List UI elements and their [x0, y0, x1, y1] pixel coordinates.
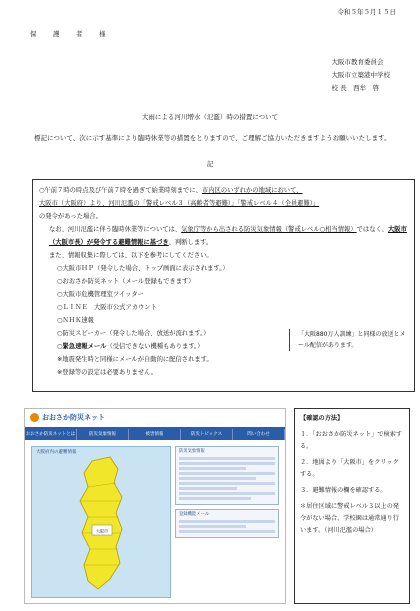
notice-underline: 大阪市（大阪府）より、河川氾濫の「警戒レベル３（高齢者等避難）」「警戒レベル４（全員避難）」	[39, 200, 320, 207]
portal-body	[25, 440, 285, 604]
notice-text: の発令があった場合。	[39, 213, 102, 220]
ki-heading: 記	[206, 160, 214, 168]
notice-emphasis: 大阪市（大阪市長）が発令する避難情報に基づき	[49, 226, 407, 246]
portal-nav-item[interactable]: おおさか防災ネットとは	[25, 429, 77, 440]
portal-nav-item[interactable]: 防災気象情報	[77, 429, 129, 440]
notice-text: ではなく、	[356, 226, 388, 233]
info-source-list	[39, 262, 408, 379]
list-item	[57, 340, 210, 353]
recipient: 保 護 者 様	[30, 30, 111, 38]
list-item: ○防災スピーカー（発令した場合、放送が流れます。）	[57, 330, 210, 337]
method-step: ２．地図より「大阪市」をクリックする。	[300, 459, 399, 478]
list-item: ○ＬＩＮＥ 大阪市公式アカウント	[57, 304, 157, 311]
panel-title: 防災気象情報	[179, 449, 205, 454]
notice-paragraph-1	[39, 184, 408, 223]
portal-nav	[25, 429, 285, 440]
sender-line: 校 長 西牟 啓	[331, 84, 380, 92]
intro-paragraph: 標記について、次に示す基準により臨時休業等の措置をとりますので、ご理解ご協力いただきますようお願いいたします。	[34, 134, 391, 142]
logo-mark-icon	[30, 413, 39, 422]
brace-note: 「大阪880万人訓練」と同様の放送とメール配信があります。	[289, 329, 408, 351]
list-item: ○おおさか防災ネット（メール登録もできます）	[57, 278, 195, 285]
portal-nav-item[interactable]: 被害情報	[129, 429, 181, 440]
svg-text:大阪市: 大阪市	[96, 528, 108, 534]
method-box	[294, 408, 410, 604]
notice-text: 、判断します。	[168, 239, 213, 246]
method-title: 【確認の方法】	[300, 415, 344, 422]
notice-underline: 市内区のいずれかの地域において、	[201, 187, 303, 194]
list-item: ○大阪市危機管理室ツイッター	[57, 291, 144, 298]
list-note: ※登録等の設定は必要ありません。	[57, 369, 158, 376]
speaker-email-row	[57, 327, 408, 353]
list-note: ※地震発生時と同様にメールが自動的に配信されます。	[57, 356, 213, 363]
method-note: ＊居住区域に警戒レベル３以上の発令がない場合、学校園は通常通り行います。（河川氾濫の場合）	[300, 503, 399, 534]
email-note: （受信できない機種もあります。）	[106, 343, 204, 350]
osaka-prefecture-map	[32, 447, 170, 597]
map-caption: 大阪府内の避難情報	[36, 450, 77, 455]
notice-paragraph-2	[39, 223, 408, 249]
portal-nav-item[interactable]: 防災トピックス	[181, 429, 233, 440]
portal-right-panel	[175, 446, 279, 596]
sender-block	[332, 56, 391, 95]
list-item: ○ＮＨＫ速報	[57, 317, 94, 324]
document-title: 大雨による河川増水（氾濫）時の措置について	[141, 113, 279, 121]
portal-logo-text: おおさか防災ネット	[42, 413, 105, 422]
notice-text: ○午前７時の時点及び午前７時を過ぎて始業時刻までに、	[39, 187, 202, 194]
mail-registration-panel[interactable]	[175, 509, 279, 538]
weather-info-panel	[175, 446, 279, 505]
portal-header	[25, 409, 285, 429]
notice-box	[32, 179, 415, 392]
email-label: ○緊急速報メール	[57, 343, 107, 350]
method-step: ３．避難情報の欄を確認する。	[300, 487, 387, 494]
notice-paragraph-3: また、情報収集に際しては、以下を参考にしてください。	[49, 252, 213, 259]
sender-line: 大阪市立築港中学校	[331, 71, 390, 79]
notice-underline: 気象庁等から出される防災気象情報（警戒レベル○相当情報）	[181, 226, 357, 233]
method-step: １．「おおさか防災ネット」で検索する。	[300, 431, 403, 450]
portal-nav-item[interactable]: 問い合わせ	[233, 429, 285, 440]
portal-screenshot	[24, 408, 286, 604]
osaka-map[interactable]	[31, 446, 171, 598]
panel-title: 登録機能メール	[179, 511, 209, 517]
notice-text: なお、河川氾濫に伴う臨時休業等については、	[49, 226, 182, 233]
sender-line: 大阪市教育委員会	[331, 58, 384, 66]
portal-logo	[30, 413, 105, 423]
list-item: ○大阪市ＨＰ（発令した場合、トップ画面に表示されます。）	[57, 265, 229, 272]
document-date: 令和５年５月１５日	[337, 8, 396, 16]
